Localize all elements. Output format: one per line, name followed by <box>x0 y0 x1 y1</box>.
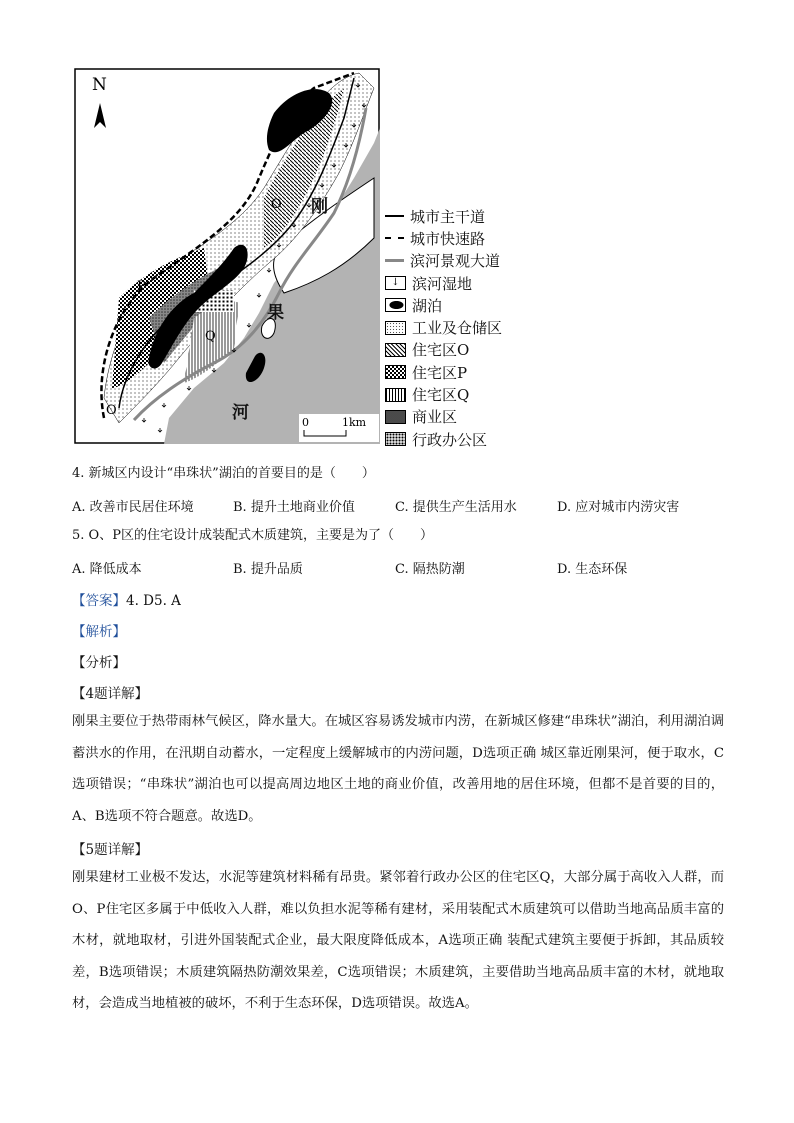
label-o1: O <box>271 197 282 212</box>
river-label-3: 河 <box>232 403 249 423</box>
dotted-pattern-icon <box>385 321 406 335</box>
label-p: P <box>137 279 146 294</box>
q4-option-c: C. 提供生产生活用水 <box>395 500 517 515</box>
q4-option-a: A. 改善市民居住环境 <box>72 500 194 515</box>
legend-item: 商业区 <box>385 406 502 428</box>
legend-item: 滨河景观大道 <box>385 250 502 272</box>
legend-item: 湖泊 <box>385 294 502 316</box>
river-label-1: 刚 <box>311 197 328 217</box>
q5-detail-tag: 【5题详解】 <box>72 842 149 858</box>
q4-detail: 刚果主要位于热带雨林气候区，降水量大。在城区容易诱发城市内涝，在新城区修建“串珠状”湖泊，利用湖泊调蓄洪水的作用，在汛期自动蓄水，一定程度上缓解城市的内涝问题，D选项正确 城区靠近刚果河，便于取水，C选项错误；“串珠状”湖泊也可以提高周边地区土地的商业价值，改善用地的居住环境，但都不是首要的目的，A、B选项不符合题意。故选D。 <box>72 714 724 824</box>
legend-item: 城市快速路 <box>385 227 502 249</box>
map-legend <box>385 205 502 450</box>
scale-zero: 0 <box>302 416 309 429</box>
q4-detail-tag: 【4题详解】 <box>72 686 149 702</box>
grid-dot-icon <box>385 432 406 446</box>
q4-option-b: B. 提升土地商业价值 <box>233 500 355 515</box>
q5-stem: 5. O、P区的住宅设计成装配式木质建筑，主要是为了（ ） <box>72 528 433 543</box>
legend-item: 城市主干道 <box>385 205 502 227</box>
analysis-tag: 【解析】 <box>72 624 126 640</box>
vertical-lines-icon <box>385 388 406 402</box>
city-map <box>74 68 380 444</box>
legend-item: ↓ 滨河湿地 <box>385 272 502 294</box>
legend-item: 行政办公区 <box>385 428 502 450</box>
q5-detail: 刚果建材工业极不发达，水泥等建筑材料稀有昂贵。紧邻着行政办公区的住宅区Q，大部分属于高收入人群，而O、P住宅区多属于中低收入人群，难以负担水泥等稀有建材，采用装配式木质建筑可以借助当地高品质丰富的木材，就地取材，引进外国装配式企业，最大限度降低成本，A选项正确 装配式建筑主要便于拆卸，其品质较差，B选项错误；木质建筑隔热防潮效果差，C选项错误；木质建筑，主要借助当地高品质丰富的木材，就地取材，会造成当地植被的破坏，不利于生态环保，D选项错误。故选A。 <box>72 870 724 1011</box>
solid-line-icon <box>385 215 404 217</box>
q4-option-d: D. 应对城市内涝灾害 <box>557 500 680 515</box>
answer-tag: 【答案】 <box>72 593 126 609</box>
legend-item: 住宅区Q <box>385 383 502 405</box>
legend-item: 住宅区P <box>385 361 502 383</box>
q4-stem: 4. 新城区内设计“串珠状”湖泊的首要目的是（ ） <box>72 466 375 481</box>
north-label: N <box>92 75 107 95</box>
diagonal-hatch-icon <box>385 343 406 357</box>
label-q: Q <box>205 329 216 344</box>
checker-pattern-icon <box>385 365 406 379</box>
answer-line <box>72 589 181 609</box>
dashed-line-icon <box>385 237 404 239</box>
scale-dist: 1km <box>342 416 367 429</box>
wetland-icon: ↓ <box>385 276 406 290</box>
q5-option-c: C. 隔热防潮 <box>395 562 465 577</box>
q5-option-a: A. 降低成本 <box>72 562 142 577</box>
legend-item: 住宅区O <box>385 339 502 361</box>
lake-icon <box>385 298 406 312</box>
legend-item: 工业及仓储区 <box>385 316 502 338</box>
q5-option-b: B. 提升品质 <box>233 562 303 577</box>
river-label-2: 果 <box>267 303 284 323</box>
gray-line-icon <box>385 259 404 262</box>
answer-text: 4. D5. A <box>126 593 181 609</box>
fenxi-tag: 【分析】 <box>72 655 126 671</box>
label-o2: O <box>106 403 117 418</box>
q5-option-d: D. 生态环保 <box>557 562 628 577</box>
dense-dot-icon <box>385 410 406 424</box>
